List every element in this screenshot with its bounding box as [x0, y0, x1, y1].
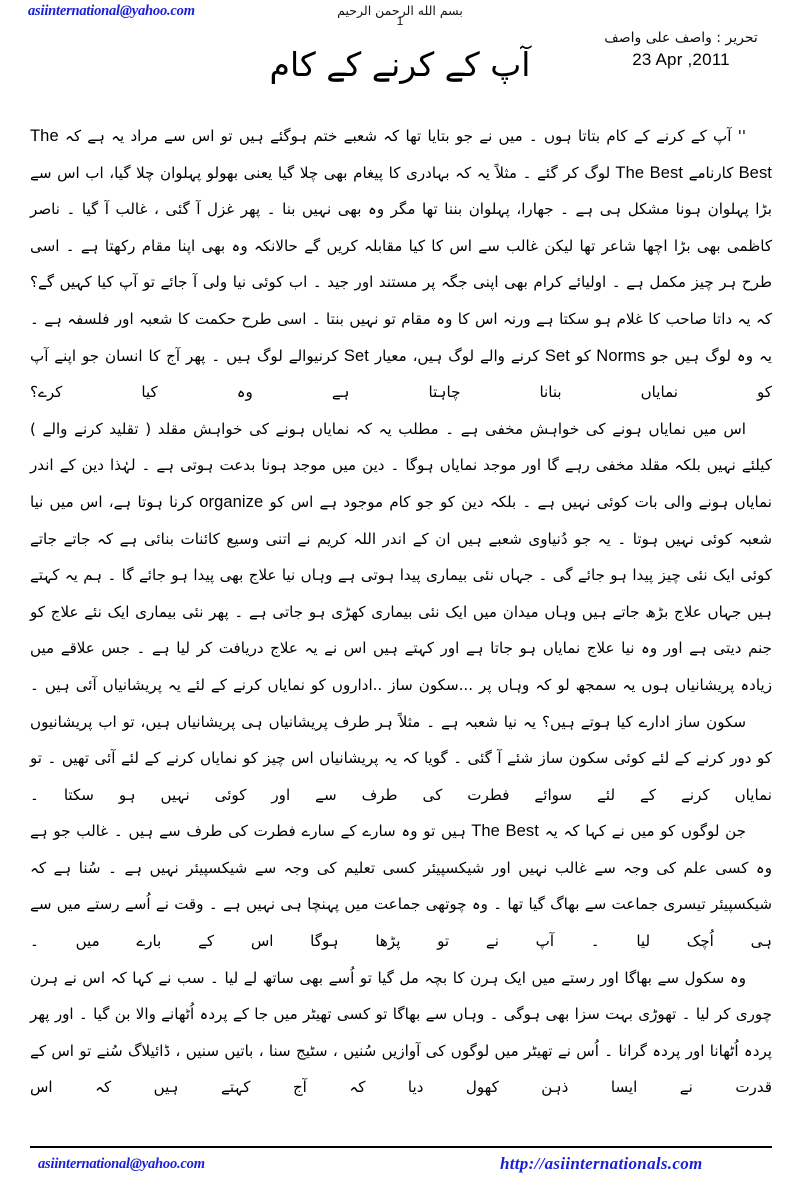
inline-english-term: The Best — [615, 163, 684, 182]
inline-english-term: Set — [343, 346, 369, 365]
paragraph — [30, 813, 772, 959]
paragraph — [30, 118, 772, 411]
article-body — [30, 118, 772, 1106]
page-title: آپ کے کرنے کے کام — [269, 45, 531, 84]
page-number: 1 — [396, 14, 404, 28]
urdu-text-run: کرنے والے لوگ ہیں، معیار — [368, 346, 545, 365]
paragraph — [30, 411, 772, 704]
inline-english-term: Norms — [596, 346, 646, 365]
header-email-link[interactable]: asiinternational@yahoo.com — [28, 3, 195, 19]
document-header — [0, 0, 800, 112]
footer-website-link[interactable]: http://asiinternationals.com — [500, 1154, 703, 1173]
urdu-text-run: کرنا ہوتا ہے، اس میں نیا شعبہ کوئی نہیں ہوتا ۔ یہ جو دُنیاوی شعبے ہیں ان کے اندر اللہ کریم نے اتنی وسیع کائنات بنائی ہے کہ جاتے جاتے کوئی ایک نئی چیز پیدا ہو جائے گی ۔ جہاں نئی بیماری پیدا ہوتی ہے وہاں نیا علاج بھی پیدا ہو جائے گا ۔ ہم یہ کہتے ہیں جہاں علاج بڑھ جاتے ہیں وہاں میدان میں ایک نئی بیماری کھڑی ہو جاتی ہے ۔ پھر نئی بیماری ایک نئے علاج کو جنم دیتی ہے اور وہ نیا علاج نمایاں ہو جاتا ہے اور کہتے ہیں اس نے یہ علاج دریافت کر لیا ہے ۔ جس علاقے میں زیادہ پریشانیاں ہوں یہ سمجھ لو کہ وہاں پر ...سکون ساز ..اداروں کو نمایاں کرنے کے لئے یہ پریشانیاں آئی ہیں ۔ — [30, 492, 772, 694]
inline-english-term: organize — [199, 492, 264, 511]
paragraph — [30, 704, 772, 814]
urdu-text-run: سکون ساز ادارے کیا ہوتے ہیں؟ یہ نیا شعبہ ہے ۔ مثلاً ہر طرف پریشانیاں ہی پریشانیاں ہیں، تو اب پریشانیوں کو دور کرنے کے لئے کوئی سکون ساز شئے آ گئی ۔ گویا کہ یہ پریشانیاں اس چیز کو نمایاں کرنے کے لئے آئی تھیں ۔ تو نمایاں کرنے کے لئے سوائے فطرت کی طرف سے اور کوئی نہیں ہو سکتا ۔ — [30, 712, 772, 804]
document-footer — [0, 1138, 800, 1200]
urdu-text-run: کو — [569, 346, 597, 365]
urdu-text-run: اس میں نمایاں ہونے کی خواہش مخفی ہے ۔ مطلب یہ کہ نمایاں ہونے کی خواہش مقلد ( تقلید کرنے والے ) کیلئے نہیں بلکہ مقلد مخفی رہے گا اور موجد نمایاں ہوگا ۔ دین میں موجد ہونا بدعت ہوتی ہے ۔ لہٰذا دین کے اندر نمایاں ہونے والی بات کوئی نہیں ہے ۔ بلکہ دین کو جو کام موجود ہے اس کو — [30, 419, 772, 511]
urdu-text-run: ہیں تو وہ سارے کے سارے فطرت کی طرف سے ہیں ۔ غالب جو ہے وہ کسی علم کی وجہ سے غالب نہیں اور شیکسپیئر کسی تعلیم کی وجہ سے شیکسپیئر نہیں ہے ۔ سُنا ہے کہ شیکسپیئر تیسری جماعت سے بھاگ گیا تھا ۔ وہ چوتھی جماعت میں پہنچا ہی نہیں ہے ۔ وقت نے اُسے رستے میں سے ہی اُچک لیا ۔ آپ نے تو پڑھا ہوگا اس کے بارے میں ۔ — [30, 822, 772, 951]
urdu-text-run: کارنامے — [683, 163, 739, 182]
inline-english-term: The Best — [30, 127, 772, 182]
footer-email-link[interactable]: asiinternational@yahoo.com — [38, 1156, 205, 1172]
urdu-text-run: جن لوگوں کو میں نے کہا کہ یہ — [538, 822, 746, 841]
author-name: تحریر : واصف علی واصف — [604, 30, 758, 46]
footer-divider — [30, 1146, 772, 1148]
publication-date: 23 Apr ,2011 — [632, 49, 730, 69]
paragraph — [30, 960, 772, 1106]
inline-english-term: Set — [544, 346, 570, 365]
urdu-text-run: '' آپ کے کرنے کے کام بتاتا ہوں ۔ میں نے جو بتایا تھا کہ شعبے ختم ہوگئے ہیں تو اس سے مراد یہ ہے کہ — [58, 127, 746, 145]
urdu-text-run: کرنیوالے لوگ ہیں ۔ پھر آج کا انسان جو اپنے آپ کو نمایاں بنانا چاہتا ہے وہ کیا کرے؟ — [30, 346, 772, 402]
inline-english-term: The Best — [471, 822, 539, 841]
urdu-text-run: وہ سکول سے بھاگا اور رستے میں ایک ہرن کا بچہ مل گیا تو اُسے بھی ساتھ لے لیا ۔ سب نے کہا کہ اس نے ہرن چوری کر لیا ۔ تھوڑی بہت سزا بھی ہوگی ۔ وہاں سے بھاگا تو کسی تھیٹر میں جا کے پردہ اُٹھانے والا بن گیا ۔ اور پھر پردہ اُٹھانا اور پردہ گرانا ۔ اُس نے تھیٹر میں لوگوں کی آوازیں سُنیں ، سٹیج سنا ، باتیں سنیں ، ڈائیلاگ سُنے تو اس کے قدرت نے ایسا ذہن کھول دیا کہ آج کہتے ہیں کہ اس — [30, 968, 772, 1097]
bismillah-text: بسم الله الرحمن الرحيم — [337, 3, 463, 18]
urdu-text-run: لوگ کر گئے ۔ مثلاً یہ کہ بہادری کا پیغام بھی چلا گیا یعنی بھولو پہلوان چلا گیا، اب اس سے بڑا پہلوان ہونا مشکل ہی ہے ۔ جھارا، پہلوان بننا تھا مگر وہ بھی نہیں بنا ۔ پھر غزل آ گئی ، غالب آ گیا ۔ ناصر کاظمی بھی بڑا اچھا شاعر تھا لیکن غالب سے اس کا کیا مقابلہ کریں گے حالانکہ وہ بھی اپنا مقام رکھتا ہے ۔ اسی طرح ہر چیز مکمل ہے ۔ اولیائے کرام بھی اپنی جگہ پر مستند اور جید ۔ اب کوئی نیا ولی آ جائے تو آپ کیا کہیں گے؟ کہ یہ داتا صاحب کا غلام ہو سکتا ہے ورنہ اس کا وہ مقام تو نہیں بنتا ۔ اسی طرح حکمت کا شعبہ اور فلسفہ ہے ۔ یہ وہ لوگ ہیں جو — [30, 163, 772, 365]
